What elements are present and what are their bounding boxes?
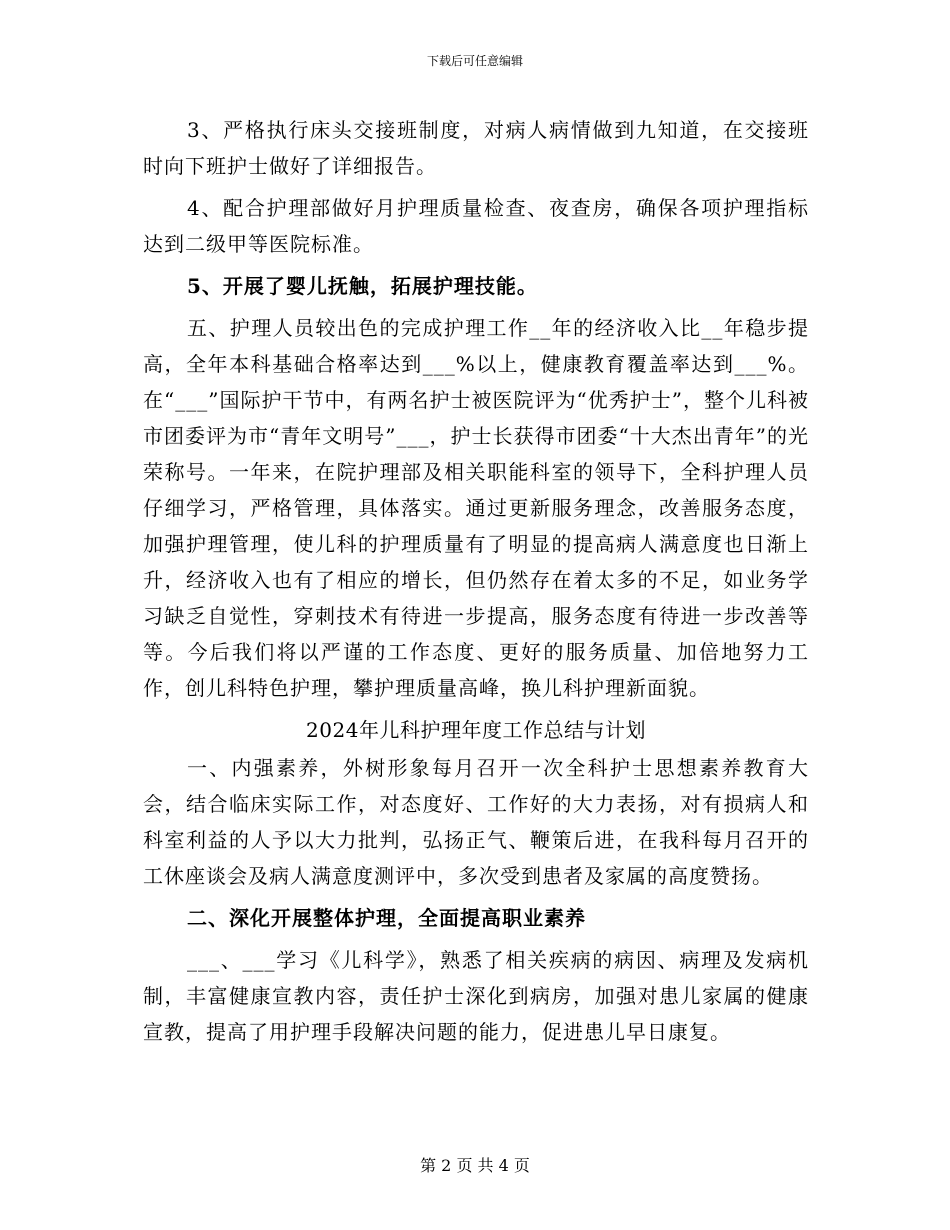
paragraph-part-two-body: ___、___学习《儿科学》，熟悉了相关疾病的病因、病理及发病机制，丰富健康宣教内容，责任护士深化到病房，加强对患儿家属的健康宣教，提高了用护理手段解决问题的能力，促进患儿早日康复。 bbox=[143, 948, 809, 1044]
document-body bbox=[143, 112, 809, 1056]
paragraph-item-3: 3、严格执行床头交接班制度，对病人病情做到九知道，在交接班时向下班护士做好了详细报告。 bbox=[143, 118, 809, 178]
paragraph-part-one: 一、内强素养，外树形象每月召开一次全科护士思想素养教育大会，结合临床实际工作，对态度好、工作好的大力表扬，对有损病人和科室利益的人予以大力批判，弘扬正气、鞭策后进，在我科每月召开的工休座谈会及病人满意度测评中，多次受到患者及家属的高度赞扬。 bbox=[143, 756, 809, 888]
paragraph-part-two-heading: 二、深化开展整体护理，全面提高职业素养 bbox=[187, 906, 586, 930]
paragraph-item-5: 5、开展了婴儿抚触，拓展护理技能。 bbox=[187, 274, 538, 298]
paragraph-item-4: 4、配合护理部做好月护理质量检查、夜查房，确保各项护理指标达到二级甲等医院标准。 bbox=[143, 196, 809, 256]
paragraph-section-five: 五、护理人员较出色的完成护理工作__年的经济收入比__年稳步提高，全年本科基础合格率达到___%以上，健康教育覆盖率达到___%。在“___”国际护干节中，有两名护士被医院评为“优秀护士”，整个儿科被市团委评为市“青年文明号”___，护士长获得市团委“十大杰出青年”的光荣称号。一年来，在院护理部及相关职能科室的领导下，全科护理人员仔细学习，严格管理，具体落实。通过更新服务理念，改善服务态度，加强护理管理，使儿科的护理质量有了明显的提高病人满意度也日渐上升，经济收入也有了相应的增长，但仍然存在着太多的不足，如业务学习缺乏自觉性，穿刺技术有待进一步提高，服务态度有待进一步改善等等。今后我们将以严谨的工作态度、更好的服务质量、加倍地努力工作，创儿科特色护理，攀护理质量高峰，换儿科护理新面貌。 bbox=[143, 316, 809, 700]
page-header: 下载后可任意编辑 bbox=[426, 54, 523, 68]
page-footer: 第 2 页 共 4 页 bbox=[420, 1156, 530, 1175]
section-title: 2024年儿科护理年度工作总结与计划 bbox=[306, 718, 646, 742]
